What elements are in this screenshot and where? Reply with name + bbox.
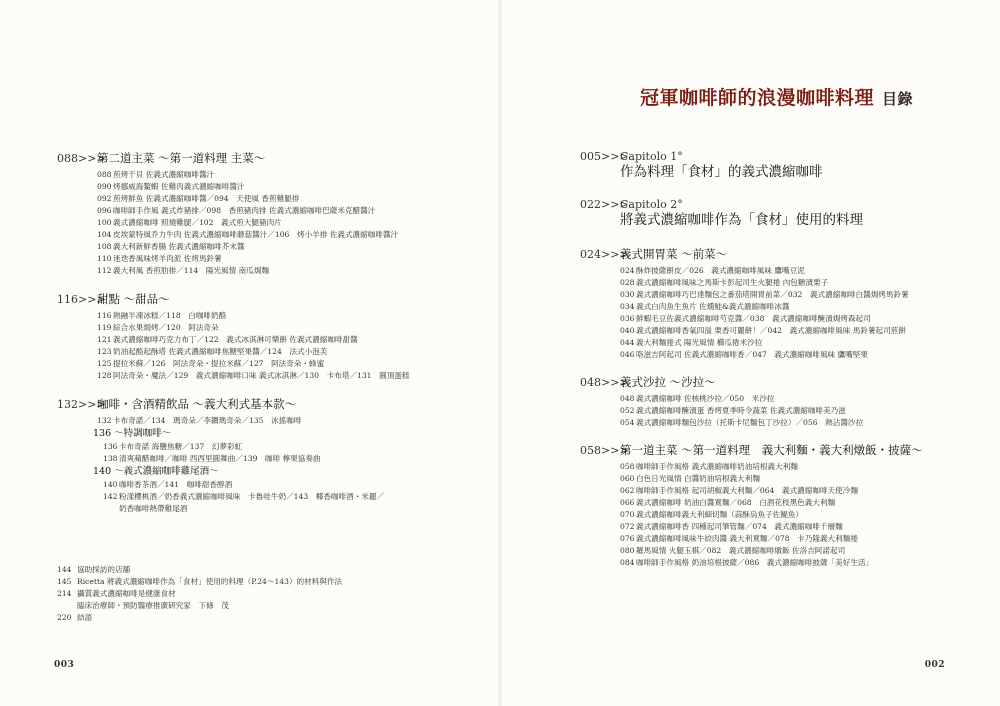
- toc-item-title: 義式濃縮咖啡香氣四溢 栗香可麗餅！／042 義式濃縮咖啡風味 馬鈴薯起司煎餅: [636, 326, 906, 335]
- toc-section: [57, 291, 477, 382]
- toc-item: [57, 600, 477, 612]
- toc-item: [97, 265, 477, 277]
- toc-item-page: 144: [57, 565, 72, 574]
- toc-item: [620, 557, 990, 569]
- toc-item: [620, 277, 990, 289]
- toc-item-title: 皮埃蒙特風乔力牛肉 佐義式濃縮咖啡蘑菇醬汁／106 烤小羊排 佐義式濃縮咖啡醬汁: [113, 230, 399, 239]
- toc-item-page: 088: [97, 170, 112, 179]
- toc-item-title: 咖啡香茶酒／141 咖啡甜香醇酒: [119, 480, 233, 489]
- toc-item-title: 奶油起酪起酥塔 佐義式濃縮咖啡焦糖堅果醬／124 法式小泡芙: [113, 347, 328, 356]
- chapter-heading: [580, 198, 990, 230]
- toc-item-page: 110: [97, 254, 112, 263]
- toc-item-page: 136: [103, 442, 118, 451]
- toc-item: [620, 545, 990, 557]
- title-sub: 目錄: [881, 90, 913, 108]
- toc-item-page: 142: [103, 492, 118, 501]
- page-number-left: 003: [54, 660, 75, 670]
- toc-item-page: 048: [620, 394, 635, 403]
- section-items: [97, 415, 477, 427]
- toc-item-page: 070: [620, 510, 635, 519]
- toc-item-page: 125: [97, 359, 112, 368]
- section-items: [97, 310, 477, 382]
- toc-item-page: 040: [620, 326, 635, 335]
- toc-item-page: 220: [57, 613, 72, 622]
- toc-item: [97, 322, 477, 334]
- section-page: 024>>>: [580, 248, 629, 261]
- toc-item: [97, 241, 477, 253]
- toc-item: [620, 301, 990, 313]
- toc-item-title: 義式濃縮咖啡 奶油白醬寬麵／068 白酒花枝黑色義大利麵: [636, 498, 836, 507]
- toc-item: [97, 370, 477, 382]
- section-page: 116>>>: [57, 293, 106, 306]
- toc-item-page: 084: [620, 558, 635, 567]
- toc-item-title: 義式濃縮咖啡 佐核桃沙拉／050 米沙拉: [636, 394, 775, 403]
- toc-item-page: 076: [620, 534, 635, 543]
- toc-item-title: 義大利新鮮香腸 佐義式濃縮咖啡芥末醬: [113, 242, 245, 251]
- toc-item-page: 034: [620, 302, 635, 311]
- chapter-capitolo: Capitolo 2°: [620, 198, 683, 211]
- section-heading: [580, 374, 990, 390]
- subsection-items: [103, 479, 477, 515]
- toc-item-page: 030: [620, 290, 635, 299]
- toc-item-title: 義式濃縮咖啡 照燒雞腿／102 義式煎大腿豬肉片: [113, 218, 282, 227]
- toc-item-title: 義式濃縮咖啡香 四種起司筆管麵／074 義式濃縮咖啡千層麵: [636, 522, 843, 531]
- toc-item-title: 咖啡師手作風格 義式濃縮咖啡奶油培根義大利麵: [636, 462, 798, 471]
- toc-item-page: 080: [620, 546, 635, 555]
- page-number-right: 002: [924, 660, 945, 670]
- toc-item-title: 煎烤干貝 佐義式濃縮咖啡醬汁: [113, 170, 215, 179]
- toc-item-page: 058: [620, 462, 635, 471]
- chapter-page: 022>>>: [580, 198, 629, 211]
- toc-item-title: 清爽蘋醋咖啡／咖啡 西西里圓舞曲／139 咖啡 檸果協奏曲: [119, 454, 321, 463]
- toc-item: [97, 229, 477, 241]
- toc-item-title: 鮮蝦毛豆佐義式濃縮咖啡芍克醬／038 義式濃縮咖啡醃漬焗烤森起司: [636, 314, 871, 323]
- toc-item: [97, 181, 477, 193]
- section-title: 甜點 ～甜品～: [97, 292, 170, 306]
- toc-item-page: 128: [97, 371, 112, 380]
- toc-item: [97, 334, 477, 346]
- toc-item-title: 義式濃縮咖啡義大利細切麵（蒜酥烏魚子佐鯷魚）: [636, 510, 804, 519]
- toc-item-title: 義大利風 香煎肋排／114 陽光風情 南瓜焗麵: [113, 266, 270, 275]
- section-heading: [580, 246, 990, 262]
- toc-item-page: 108: [97, 242, 112, 251]
- title-main: 冠軍咖啡師的浪漫咖啡料理: [639, 87, 874, 109]
- toc-item: [97, 169, 477, 181]
- toc-item-page: 028: [620, 278, 635, 287]
- toc-item-page: 072: [620, 522, 635, 531]
- toc-item-title: 義式濃縮咖啡風味牛絞肉醬 義大利寬麵／078 卡乃隆義大利麵捲: [636, 534, 858, 543]
- toc-item-title: 義式濃縮咖啡風味之馬斯卡彭起司生火腿捲 內包糖漬栗子: [636, 278, 829, 287]
- toc-item-title: 阿法奇朵・魔法／129 義式濃縮咖啡口味 義式冰淇淋／130 卡布塔／131 圓頂蛋糕: [113, 371, 410, 380]
- toc-item-title: 提拉米蘇／126 阿法奇朵・提拉米蘇／127 阿法奇朵・蜂蜜: [113, 359, 325, 368]
- toc-item: [97, 310, 477, 322]
- toc-item-title: 烤挪威海鰲蝦 佐雞肉義式濃縮咖啡醬汁: [113, 182, 245, 191]
- toc-item-page: 123: [97, 347, 112, 356]
- toc-item: [620, 289, 990, 301]
- section-title: 第一道主菜 ～第一道料理 義大利麵・義大利燉飯・披薩～: [620, 443, 923, 457]
- toc-section: [57, 150, 477, 277]
- toc-item-title: 結語: [77, 613, 93, 622]
- subsection-heading: 136 ～特調咖啡～: [93, 428, 172, 439]
- toc-item-title: 迷迭香風味烤羊肉派 佐烤馬鈴薯: [113, 254, 222, 263]
- toc-section: [57, 396, 477, 515]
- toc-item: [97, 358, 477, 370]
- toc-item: [57, 588, 477, 600]
- section-page: 088>>>: [57, 152, 106, 165]
- section-title: 義式開胃菜 ～前菜～: [620, 247, 728, 261]
- chapter-heading: [580, 150, 990, 182]
- toc-item: [103, 503, 477, 515]
- toc-item-title: 咖啡師手作風 義式炸豬排／098 香煎豬肉排 佐義式濃縮咖啡巴薩米克醋醬汁: [113, 206, 376, 215]
- toc-item-title: 義式濃縮咖啡巧巴達麵包之番茄塔開胃前菜／032 義式濃縮咖啡白醬焗烤馬鈴薯: [636, 290, 909, 299]
- section-title: 第二道主菜 ～第一道料理 主菜～: [97, 151, 266, 165]
- toc-item-page: 066: [620, 498, 635, 507]
- toc-item-page: 046: [620, 350, 635, 359]
- toc-item-page: 121: [97, 335, 112, 344]
- toc-section: [580, 442, 990, 569]
- toc-item: [620, 521, 990, 533]
- toc-item: [57, 564, 477, 576]
- toc-item: [103, 453, 477, 465]
- toc-item-title: Ricetta 將義式濃縮咖啡作為「食材」使用的料理（P.24～143）的材料與作法: [77, 577, 343, 586]
- section-heading: [57, 150, 477, 166]
- subsection-items: [103, 441, 477, 465]
- toc-item-title: 咯滋吉阿起司 佐義式濃縮咖啡香／047 義式濃縮咖啡風味 鷹嘴堅果: [636, 350, 868, 359]
- toc-item-page: 062: [620, 486, 635, 495]
- toc-item: [620, 485, 990, 497]
- section-items: [620, 461, 990, 569]
- toc-item: [97, 205, 477, 217]
- toc-item-title: 酥炸披薩餅皮／026 義式濃縮咖啡風味 鷹嘴豆泥: [636, 266, 805, 275]
- right-toc-column: [580, 150, 990, 582]
- toc-item-title: 義式濃縮咖啡醃漬蛋 香烤夏季時令蔬菜 佐義式濃縮咖啡美乃滋: [636, 406, 846, 415]
- toc-item-page: 132: [97, 416, 112, 425]
- toc-item-title: 白色日光風情 白醬奶油培根義大利麵: [636, 474, 760, 483]
- toc-item-page: 024: [620, 266, 635, 275]
- chapter-line: [580, 150, 990, 163]
- toc-item-title: 義式白肉魚生魚片 佐燻鮭&義式濃縮咖啡冰醬: [636, 302, 790, 311]
- toc-item: [103, 491, 477, 503]
- toc-item: [620, 461, 990, 473]
- toc-item-page: 036: [620, 314, 635, 323]
- appendix-list: [57, 564, 477, 624]
- toc-item-title: 綜合水果焗烤／120 阿法奇朵: [113, 323, 219, 332]
- toc-item: [97, 193, 477, 205]
- toc-item-page: 052: [620, 406, 635, 415]
- toc-item: [620, 325, 990, 337]
- toc-item-page: 090: [97, 182, 112, 191]
- toc-item-title: 咖啡師手作風格 起司胡椒義大利麵／064 義式濃縮咖啡天使冷麵: [636, 486, 858, 495]
- toc-item-title: 協助採訪的店舖: [77, 565, 131, 574]
- toc-item: [103, 479, 477, 491]
- toc-item: [620, 473, 990, 485]
- toc-item: [620, 265, 990, 277]
- toc-item-title: 卡布奇諾／134 瑪奇朵／李鑽瑪奇朵／135 冰搖咖啡: [113, 416, 302, 425]
- toc-item-page: 104: [97, 230, 112, 239]
- toc-item-title: 臨床治療師・預防醫療推廣研究家 下條 茂: [77, 601, 229, 610]
- toc-item-title: 卡布奇諾 海鹽焦糖／137 幻夢彩虹: [119, 442, 243, 451]
- toc-item: [620, 417, 990, 429]
- book-title: [640, 83, 913, 110]
- chapter-title: 作為料理「食材」的義式濃縮咖啡: [620, 164, 823, 180]
- toc-item-page: 116: [97, 311, 112, 320]
- toc-item-page: 092: [97, 194, 112, 203]
- toc-item-page: 112: [97, 266, 112, 275]
- toc-item: [620, 313, 990, 325]
- section-title: 義式沙拉 ～沙拉～: [620, 375, 716, 389]
- toc-item-title: 奶香咖啡熱帶雞尾酒: [119, 504, 188, 513]
- toc-item: [103, 441, 477, 453]
- section-page: 048>>>: [580, 376, 629, 389]
- chapter-title: 將義式濃縮咖啡作為「食材」使用的料理: [620, 212, 863, 228]
- section-items: [620, 265, 990, 361]
- section-page: 058>>>: [580, 444, 629, 457]
- toc-item-title: 羅馬風情 火腿玉棋／082 義式濃縮咖啡燉飯 佐洛吉阿諾起司: [636, 546, 846, 555]
- toc-item-title: 義式濃縮咖啡麵包沙拉（托斯卡尼麵包丁沙拉）／056 熱沾醬沙拉: [636, 418, 864, 427]
- toc-item-title: 義大利麵捲式 陽光風情 櫛瓜捲米沙拉: [636, 338, 763, 347]
- section-heading: [580, 442, 990, 458]
- right-page: [500, 0, 1000, 706]
- toc-item-page: 140: [103, 480, 118, 489]
- subsection-heading: 140 ～義式濃縮咖啡雞尾酒～: [93, 466, 219, 477]
- toc-item: [620, 533, 990, 545]
- toc-item: [97, 253, 477, 265]
- toc-item: [97, 415, 477, 427]
- toc-section: [580, 246, 990, 361]
- toc-item-page: 060: [620, 474, 635, 483]
- toc-item-page: 096: [97, 206, 112, 215]
- toc-item-page: 145: [57, 577, 72, 586]
- toc-item-title: 熱融半凍冰糕／118 白咖啡奶酪: [113, 311, 227, 320]
- toc-item-title: 攝質義式濃縮咖啡是健康食材: [77, 589, 176, 598]
- toc-item: [57, 612, 477, 624]
- chapter-page: 005>>>: [580, 150, 629, 163]
- section-heading: [57, 396, 477, 412]
- toc-item-page: 119: [97, 323, 112, 332]
- section-items: [620, 393, 990, 429]
- toc-item: [97, 217, 477, 229]
- toc-item: [620, 405, 990, 417]
- toc-item-title: 煎烤鮮魚 佐義式濃縮咖啡醬／094 天使風 香煎雞腿排: [113, 194, 300, 203]
- left-toc-column: [57, 150, 477, 529]
- toc-item: [620, 349, 990, 361]
- toc-item: [620, 337, 990, 349]
- section-heading: [57, 291, 477, 307]
- chapter-capitolo: Capitolo 1°: [620, 150, 683, 163]
- section-page: 132>>>: [57, 398, 106, 411]
- toc-item: [97, 346, 477, 358]
- chapter-line: [580, 198, 990, 211]
- toc-item-title: 粉漾櫻桃酒／奶香義式濃縮咖啡風味 卡魯哇牛奶／143 椰香咖啡酒・米麗／: [119, 492, 385, 501]
- toc-item-page: 100: [97, 218, 112, 227]
- section-title: 咖啡・含酒精飲品 ～義大利式基本款～: [97, 397, 297, 411]
- toc-item-page: 054: [620, 418, 635, 427]
- toc-item-title: 義式濃縮咖啡巧克力布丁／122 義式冰淇淋可樂餅 佐義式濃縮咖啡甜醬: [113, 335, 358, 344]
- toc-section: [580, 374, 990, 429]
- toc-item: [620, 509, 990, 521]
- toc-item-page: 138: [103, 454, 118, 463]
- section-items: [97, 169, 477, 277]
- toc-item: [57, 576, 477, 588]
- toc-item-page: 044: [620, 338, 635, 347]
- toc-item: [620, 497, 990, 509]
- toc-item: [620, 393, 990, 405]
- toc-item-page: 214: [57, 589, 72, 598]
- toc-item-title: 咖啡師手作風格 奶油培根披薩／086 義式濃縮咖啡披薩「美好生活」: [636, 558, 874, 567]
